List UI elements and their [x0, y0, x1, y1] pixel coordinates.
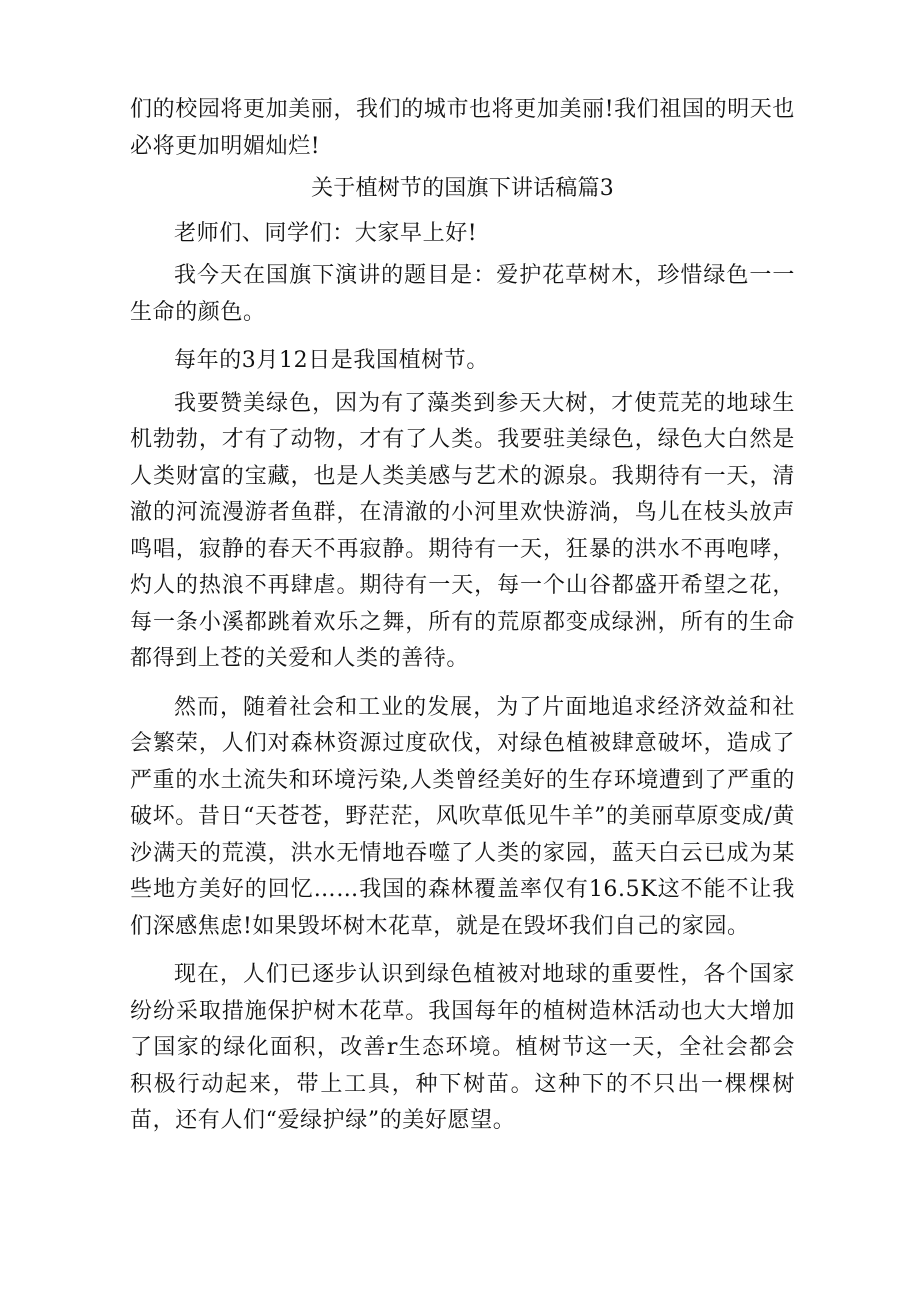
section-title: 关于植树节的国旗下讲话稿篇3: [311, 176, 614, 201]
document-body: [130, 92, 795, 1152]
body-paragraph: 每年的3月12日是我国植树节。: [174, 348, 489, 373]
body-paragraph: 我要赞美绿色，因为有了藻类到参天大树，才使荒芜的地球生机勃勃，才有了动物，才有了人类。我要驻美绿色，绿色大白然是人类财富的宝藏，也是人类美感与艺术的源泉。我期待有一天，清澈的河流漫游者鱼群，在清澈的小河里欢快游淌，鸟儿在枝头放声鸣唱，寂静的春天不再寂静。期待有一天，狂暴的洪水不再咆哮，灼人的热浪不再肆虐。期待有一天，每一个山谷都盛开希望之花，每一条小溪都跳着欢乐之舞，所有的荒原都变成绿洲，所有的生命都得到上苍的关爱和人类的善待。: [130, 390, 795, 671]
body-paragraph: 然而，随着社会和工业的发展，为了片面地追求经济效益和社会繁荣，人们对森林资源过度砍伐，对绿色植被肆意破坏，造成了严重的水土流失和环境污染,人类曾经美好的生存环境遭到了严重的破坏。昔日“天苍苍，野茫茫，风吹草低见牛羊”的美丽草原变成/黄沙满天的荒漠，洪水无情地吞噬了人类的家园，蓝天白云已成为某些地方美好的回忆……我国的森林覆盖率仅有16.5K这不能不让我们深感焦虑!如果毁坏树木花草，就是在毁坏我们自己的家园。: [130, 694, 795, 939]
continuation-paragraph: 们的校园将更加美丽，我们的城市也将更加美丽!我们祖国的明天也必将更加明媚灿烂!: [130, 97, 795, 159]
body-paragraph: 现在，人们已逐步认识到绿色植被对地球的重要性，各个国家纷纷采取措施保护树木花草。我国每年的植树造林活动也大大增加了国家的绿化面积，改善r生态环境。植树节这一天，全社会都会积极行动起来，带上工具，种下树苗。这种下的不只出一棵棵树苗，还有人们“爱绿护绿”的美好愿望。: [130, 962, 795, 1133]
body-paragraph: 我今天在国旗下演讲的题目是：爱护花草树木，珍惜绿色一一生命的颜色。: [130, 263, 795, 325]
greeting-paragraph: 老师们、同学们：大家早上好!: [174, 220, 478, 246]
